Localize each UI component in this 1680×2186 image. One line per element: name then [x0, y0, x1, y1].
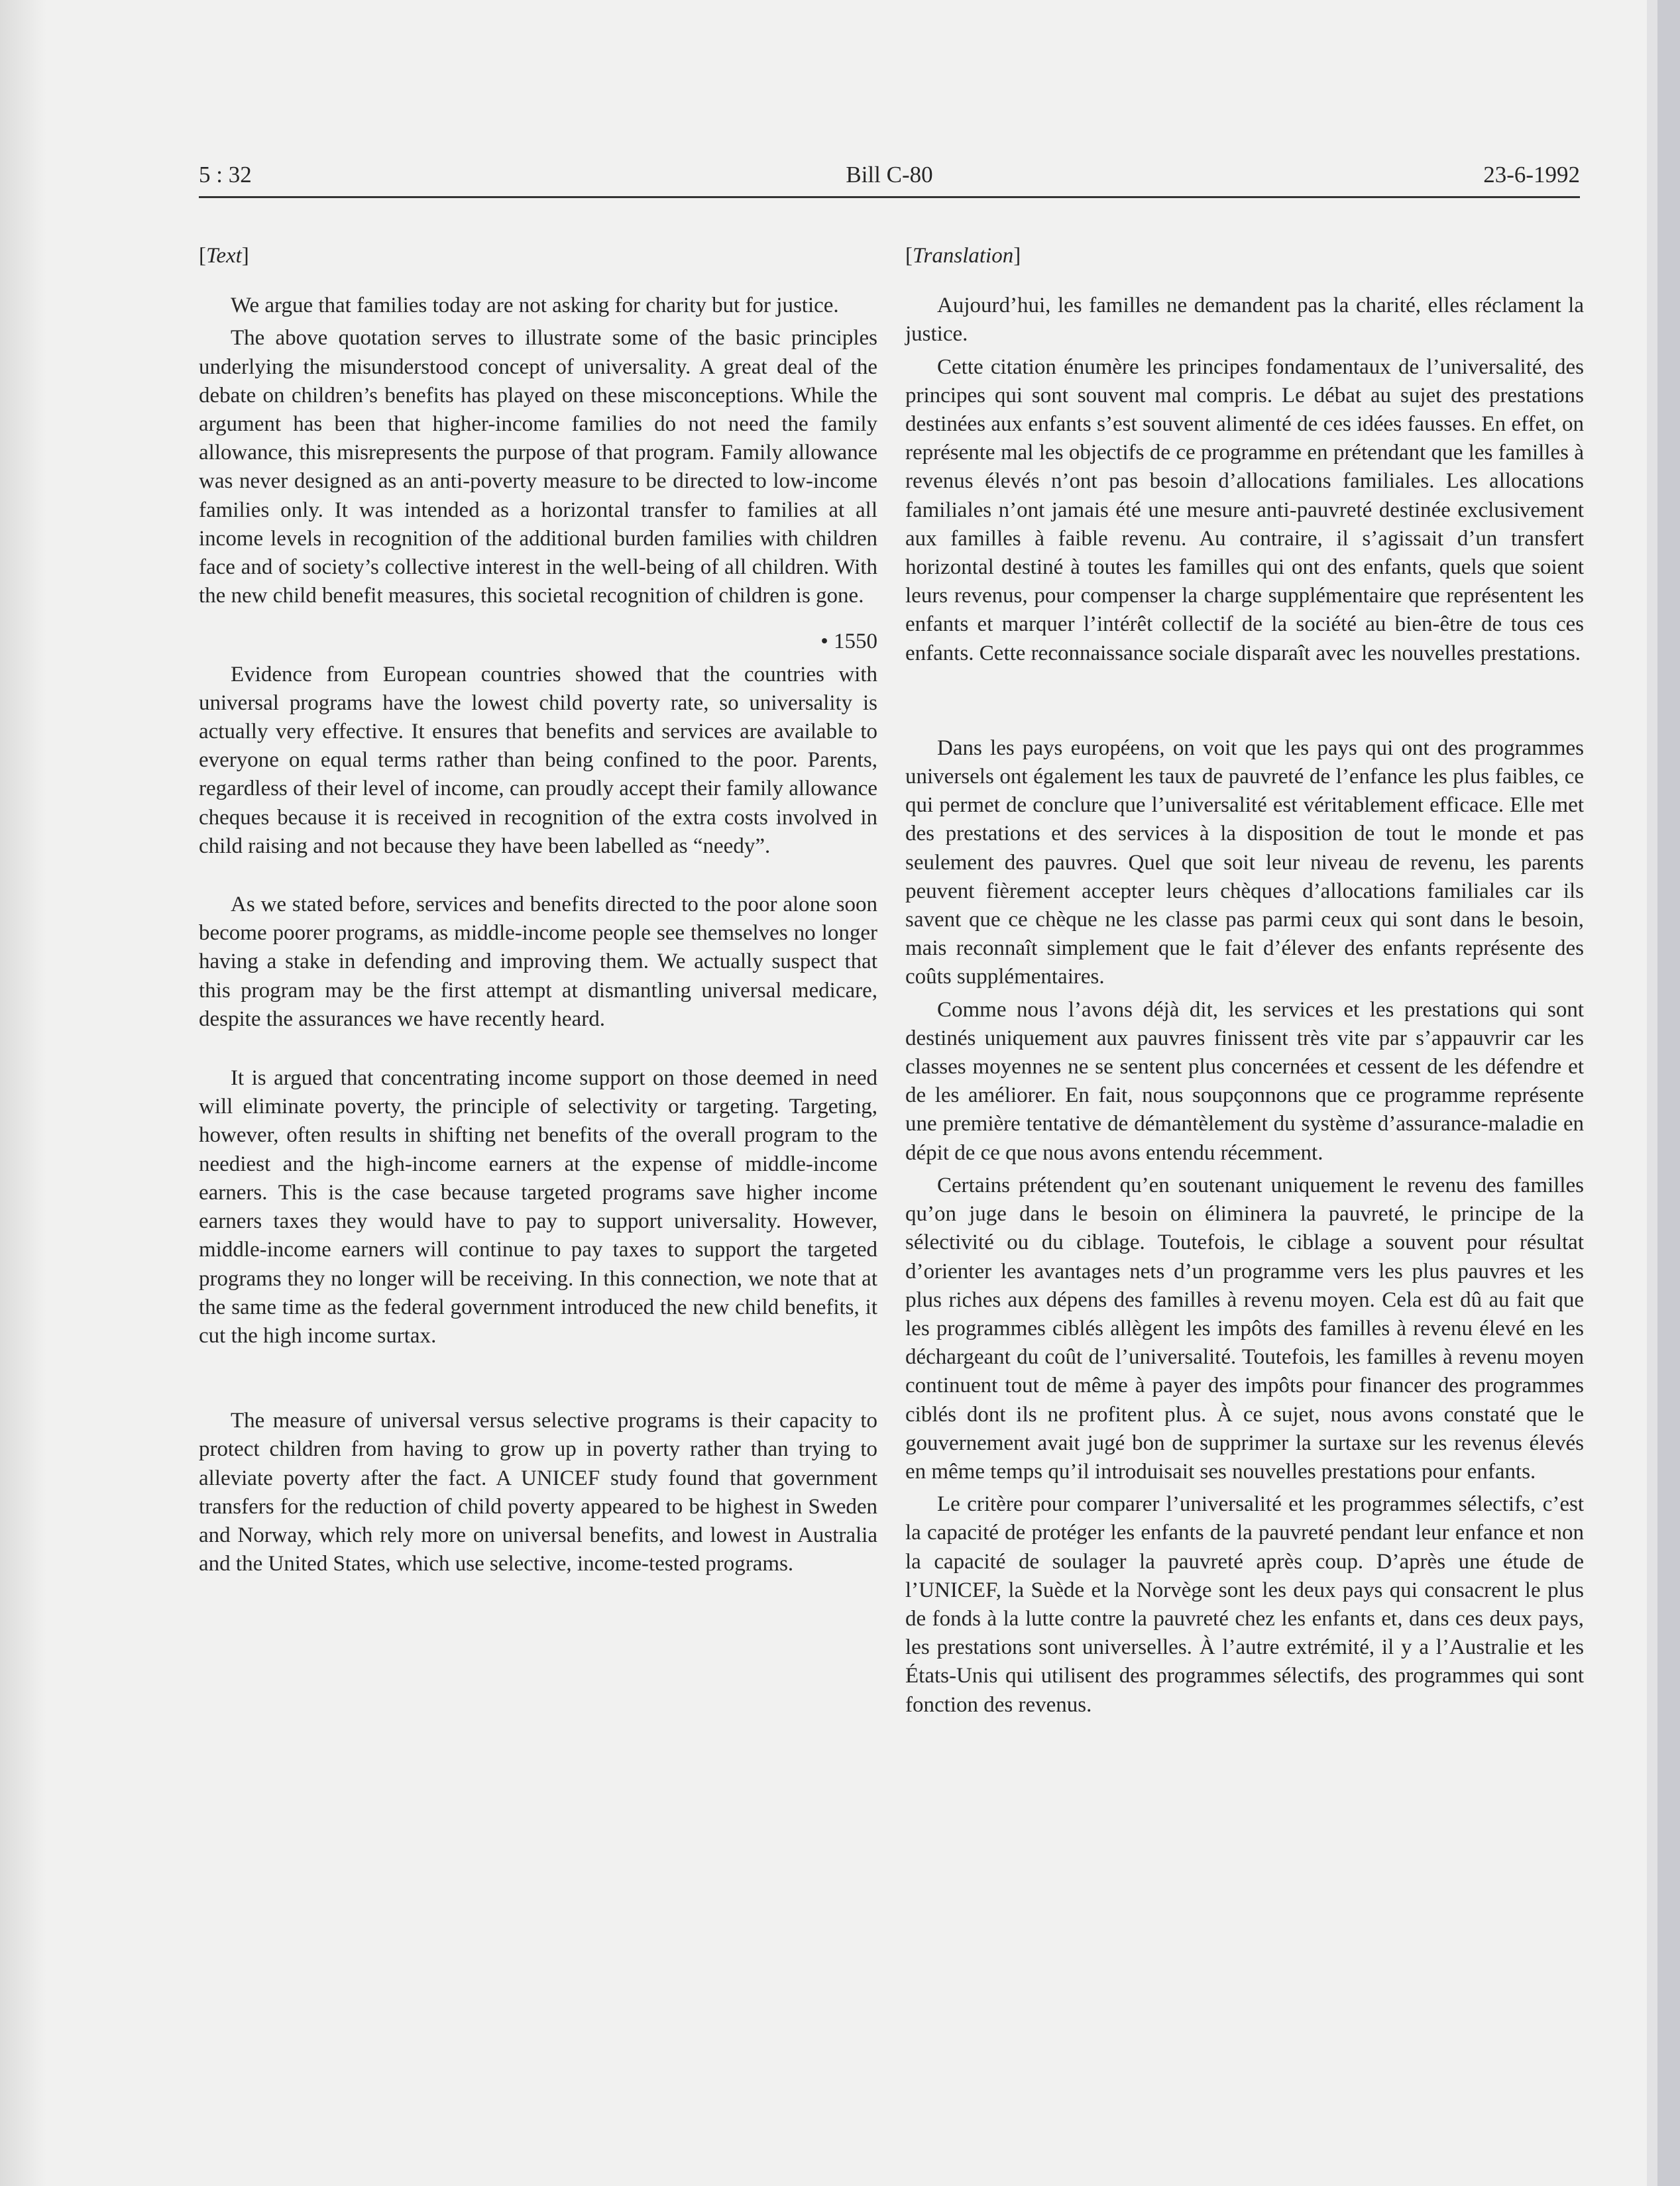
page-left-shadow — [0, 0, 46, 2186]
time-marker: • 1550 — [820, 629, 877, 654]
english-paragraph: As we stated before, services and benefits directed to the poor alone soon become poorer programs, as middle-income people see themselves no longer having a stake in defending and improving them. We actually suspect that this program may be the first attempt at dismantling universal medicare, despite the assurances we have recently heard. — [199, 893, 877, 1031]
text-tag: [Text] — [199, 244, 249, 268]
page-edge-inner — [1647, 0, 1657, 2186]
translation-tag-label: Translation — [913, 244, 1014, 268]
english-paragraph: The above quotation serves to illustrate some of the basic principles underlying the misunderstood concept of universality. A great deal of the debate on children’s benefits has played on these misconceptions. While the argument has been that higher-income families do not need the family allowance, this misrepresents the purpose of that program. Family allowance was never designed as an anti-poverty measure to be directed to low-income families only. It was intended as a horizontal transfer to families at all income levels in recognition of the additional burden families with children face and of society’s collective interest in the well-being of all children. With the new child benefit measures, this societal recognition of children is gone. — [199, 326, 877, 608]
header-date: 23-6-1992 — [1483, 162, 1580, 188]
french-paragraph: Certains prétendent qu’en soutenant uniquement le revenu des familles qu’on juge dans le besoin on éliminera la pauvreté, le principe de la sélectivité ou du ciblage. Toutefois, le ciblage a souvent pour résultat d’orienter les avantages nets d’un programme vers les plus pauvres et les plus riches aux dépens des familles à revenu moyen. Cela est dû au fait que les programmes ciblés allègent les impôts des familles à revenu élevé en les déchargeant du coût de l’universalité. Toutefois, les familles à revenu moyen continuent tout de même à payer des impôts pour financer des programmes ciblés dont ils ne profitent plus. À ce sujet, nous avons constaté que le gouvernement avait jugé bon de supprimer la surtaxe sur les revenus élevés en même temps qu’il introduisait ses nouvelles prestations pour enfants. — [905, 1173, 1584, 1484]
english-column — [199, 242, 877, 1578]
english-paragraph: The measure of universal versus selective programs is their capacity to protect children from having to grow up in poverty rather than trying to alleviate poverty after the fact. A UNICEF study found that government transfers for the reduction of child poverty appeared to be highest in Sweden and Norway, which rely more on universal benefits, and lowest in Australia and the United States, which use selective, income-tested programs. — [199, 1409, 877, 1576]
french-paragraph: Cette citation énumère les principes fondamentaux de l’universalité, des principes qui sont souvent mal compris. Le débat au sujet des prestations destinées aux enfants s’est souvent alimenté de ces idées fausses. En effet, on représente mal les objectifs de ce programme en prétendant que les familles à revenus élevés n’ont pas besoin d’allocations familiales. Les allocations familiales n’ont jamais été une mesure anti-pauvreté destinée exclusivement aux familles à faible revenu. Au contraire, il s’agissait d’un transfert horizontal destiné à toutes les familles qui ont des enfants, quels que soient leurs revenus, pour compenser la charge supplémentaire que représentent les enfants et marquer l’intérêt collectif de la société au bien-être de tous ces enfants. Cette reconnaissance sociale disparaît avec les nouvelles prestations. — [905, 355, 1584, 665]
header-rule — [199, 196, 1580, 198]
english-paragraph: It is argued that concentrating income support on those deemed in need will eliminate poverty, the principle of selectivity or targeting. Targeting, however, often results in shifting net benefits of the overall program to the neediest and the high-income earners at the expense of middle-income earners. This is the case because targeted programs save higher income earners taxes they would have to pay to support universality. However, middle-income earners will continue to pay taxes to support the targeted programs they no longer will be receiving. In this connection, we note that at the same time as the federal government introduced the new child benefits, it cut the high income surtax. — [199, 1066, 877, 1348]
french-paragraph: Aujourd’hui, les familles ne demandent pas la charité, elles réclament la justice. — [905, 294, 1584, 347]
translation-tag: [Translation] — [905, 244, 1021, 268]
french-paragraph: Comme nous l’avons déjà dit, les services et les prestations qui sont destinés uniquement aux pauvres finissent très vite par s’appauvrir car les classes moyennes ne se sentent plus concernées et cessent de les défendre et de les améliorer. En fait, nous soupçonnons que ce programme représente une première tentative de démantèlement du système d’assurance-maladie en dépit de ce que nous avons entendu récemment. — [905, 997, 1584, 1165]
bill-number: Bill C-80 — [846, 162, 933, 188]
english-paragraph: We argue that families today are not asking for charity but for justice. — [231, 294, 839, 318]
french-paragraph: Dans les pays européens, on voit que les pays qui ont des programmes universels ont également les taux de pauvreté de l’enfance les plus faibles, ce qui permet de conclure que l’universalité est véritablement efficace. Elle met des prestations et des services à la disposition de tout le monde et pas seulement des pauvres. Quel que soit leur niveau de revenu, les parents peuvent fièrement accepter leurs chèques d’allocations familiales car ils savent que ce chèque ne les classe pas parmi ceux qui sont dans le besoin, mais reconnaît simplement que le fait d’élever des enfants représente des coûts supplémentaires. — [905, 736, 1584, 989]
page-reference: 5 : 32 — [199, 162, 252, 188]
page-edge — [1657, 0, 1680, 2186]
french-column — [905, 242, 1584, 1720]
text-tag-label: Text — [206, 244, 242, 268]
english-paragraph: Evidence from European countries showed that the countries with universal programs have the lowest child poverty rate, so universality is actually very effective. It ensures that benefits and services are available to everyone on equal terms rather than being confined to the poor. Parents, regardless of their level of income, can proudly accept their family allowance cheques because it is received in recognition of the extra costs involved in child raising and not because they have been labelled as “needy”. — [199, 662, 877, 858]
running-header — [199, 162, 1580, 195]
french-paragraph: Le critère pour comparer l’universalité et les programmes sélectifs, c’est la capacité de protéger les enfants de la pauvreté pendant leur enfance et non la capacité de soulager la pauvreté après coup. D’après une étude de l’UNICEF, la Suède et la Norvège sont les deux pays qui consacrent le plus de fonds à la lutte contre la pauvreté chez les enfants et, dans ces deux pays, les prestations sont universelles. À l’autre extrémité, il y a l’Australie et les États-Unis qui utilisent des programmes sélectifs, des programmes qui sont fonction des revenus. — [905, 1492, 1584, 1717]
